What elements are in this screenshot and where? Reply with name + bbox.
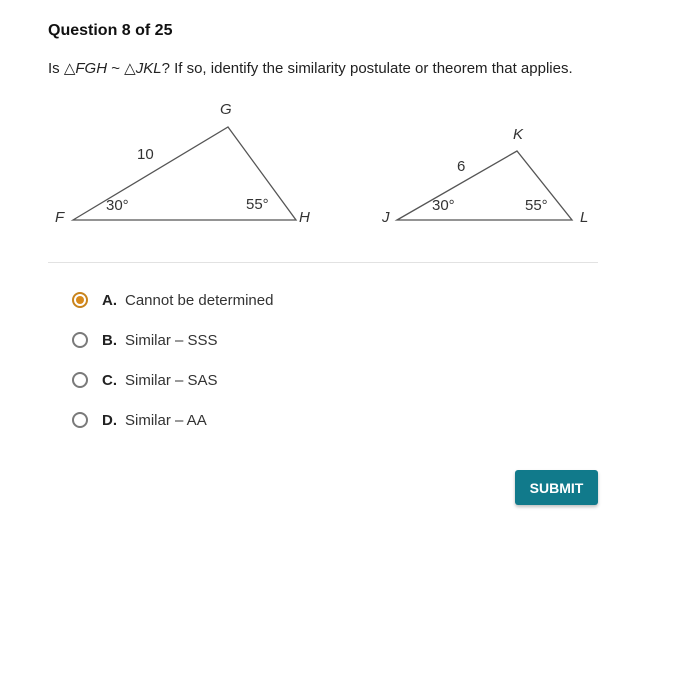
- option-text: Similar – SSS: [125, 331, 218, 349]
- option-c[interactable]: [72, 369, 218, 391]
- triangle-fgh: [55, 101, 310, 226]
- option-letter: B.: [102, 331, 117, 349]
- angle-label-l: 55°: [525, 197, 548, 214]
- vertex-label-j: J: [382, 209, 390, 226]
- triangles-figure: [0, 0, 678, 240]
- radio-button[interactable]: [72, 372, 88, 388]
- question-header: Question 8 of 25: [48, 22, 173, 39]
- triangle-symbol: △: [63, 60, 76, 77]
- triangle-symbol: △: [124, 60, 136, 77]
- option-text: Similar – SAS: [125, 371, 218, 389]
- radio-button[interactable]: [72, 332, 88, 348]
- triangle-name-jkl: JKL: [135, 60, 162, 77]
- question-suffix: ? If so, identify the similarity postulate or theorem that applies.: [161, 60, 573, 77]
- option-letter: D.: [102, 411, 117, 429]
- side-label-jk: 6: [457, 158, 466, 175]
- vertex-label-h: H: [299, 209, 310, 226]
- option-b[interactable]: [72, 329, 218, 351]
- vertex-label-f: F: [55, 209, 65, 226]
- option-letter: C.: [102, 371, 117, 389]
- radio-button[interactable]: [72, 412, 88, 428]
- vertex-label-l: L: [580, 209, 589, 226]
- question-prefix: Is: [48, 60, 64, 77]
- option-d[interactable]: [72, 409, 207, 431]
- triangle-name-fgh: FGH: [75, 60, 108, 77]
- triangle-jkl: [381, 126, 588, 226]
- submit-button[interactable]: SUBMIT: [515, 470, 598, 505]
- vertex-label-g: G: [220, 101, 232, 118]
- angle-label-h: 55°: [246, 196, 269, 213]
- option-text: Cannot be determined: [125, 291, 274, 309]
- vertex-label-k: K: [513, 126, 524, 143]
- option-text: Similar – AA: [125, 411, 207, 429]
- similar-symbol: ~: [107, 60, 125, 77]
- radio-button-selected[interactable]: [72, 292, 88, 308]
- option-a[interactable]: [72, 289, 273, 311]
- angle-label-j: 30°: [432, 197, 455, 214]
- divider: [48, 262, 598, 263]
- angle-label-f: 30°: [106, 197, 129, 214]
- side-label-fg: 10: [137, 146, 154, 163]
- option-letter: A.: [102, 291, 117, 309]
